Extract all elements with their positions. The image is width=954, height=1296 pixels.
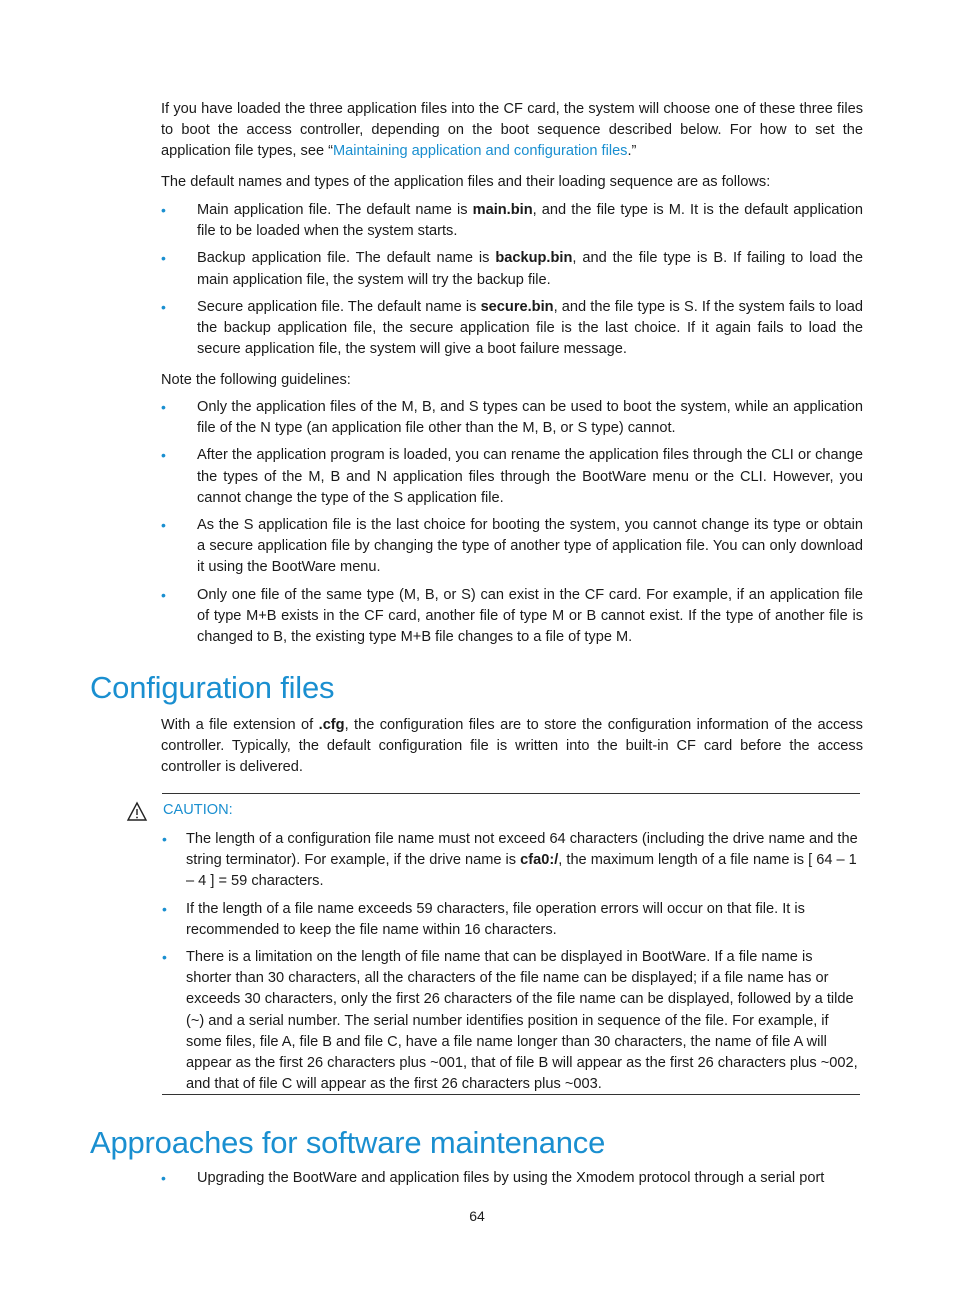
bullet-icon: • [161,399,166,415]
filename-backup: backup.bin [495,250,573,267]
intro-text-a: If you have loaded the three application files into the CF card, the system will choose one of these three files to boot the access controller, depending on the boot sequence described below. For how to set the application file types, see “ [161,101,863,160]
list-item: • Backup application file. The default name is backup.bin, and the file type is B. If failing to load the main application file, the system will try the backup file. [161,250,863,288]
bullet-icon: • [161,447,166,464]
app-files-list [161,200,863,360]
caution-list [162,829,860,1095]
config-paragraph: With a file extension of .cfg, the configuration files are to store the configuration information of the access controller. Typically, the default configuration file is written into the built-in CF card before the access controller is delivered. [161,717,863,776]
page-number: 64 [469,1208,485,1224]
warning-triangle-icon [126,801,148,823]
bullet-icon: • [162,831,167,847]
caution-label: CAUTION: [163,802,233,818]
caution-top-rule [162,793,860,794]
list-item: • Main application file. The default name is main.bin, and the file type is M. It is the default application file to be loaded when the system starts. [161,202,864,240]
list-item: • If the length of a file name exceeds 59 characters, file operation errors will occur on that file. It is recommended to keep the file name within 16 characters. [162,900,805,938]
intro-paragraph [161,99,863,163]
bullet-icon: • [161,586,166,603]
approaches-heading: Approaches for software maintenance [90,1125,606,1160]
bullet-icon: • [162,900,167,917]
list-item: • Upgrading the BootWare and application files by using the Xmodem protocol through a serial port [161,1168,863,1189]
list-item: • There is a limitation on the length of file name that can be displayed in BootWare. If a file name is shorter than 30 characters, all the characters of the file name can be displayed; if a file name has or exceeds 30 characters, only the first 26 characters of the file name can be displayed, followed by a tilde (~) and a serial number. The serial number identifies position in sequence of the file. For example, if some files, file A, file B and file C, have a file name longer than 30 characters, the name of file A will appear as the first 26 characters plus ~001, that of file B will appear as the first 26 characters plus ~002, and that of file C will appear as the first 26 characters plus ~003. [162,949,858,1093]
bullet-icon: • [161,298,166,315]
bullet-icon: • [161,250,166,267]
guidelines-list [161,397,863,648]
filename-main: main.bin [472,202,533,218]
cfg-extension: .cfg [318,717,345,733]
filename-secure: secure.bin [480,298,554,315]
guidelines-intro: Note the following guidelines: [161,372,351,388]
bullet-icon: • [161,1170,166,1186]
list-item: • Secure application file. The default name is secure.bin, and the file type is S. If the system fails to load the backup application file, the secure application file is the last choice. If it again fails to load the secure application file, the system will give a boot failure message. [161,298,863,358]
maintaining-files-link[interactable]: Maintaining application and configuration files [332,143,628,160]
drive-name: cfa0:/ [520,852,559,869]
list-item: • As the S application file is the last choice for booting the system, you cannot change its type or obtain a secure application file by changing the type of another type of application file. You can only download it using the BootWare menu. [161,517,863,576]
list-item: • The length of a configuration file name must not exceed 64 characters (including the drive name and the string terminator). For example, if the drive name is cfa0:/, the maximum length of a file name is [ 64 – 1 – 4 ] = 59 characters. [162,831,858,890]
bullet-icon: • [162,949,167,966]
defaults-paragraph: The default names and types of the application files and their loading sequence are as follows: [161,174,771,190]
list-item: • Only the application files of the M, B, and S types can be used to boot the system, while an application file of the N type (an application file other than the M, B, or S type) cannot. [161,399,863,437]
configuration-files-heading: Configuration files [90,670,335,705]
bullet-icon: • [161,517,166,534]
list-item: • After the application program is loaded, you can rename the application files through the CLI or change the types of the M, B and N application files through the BootWare menu or the CLI. However, you cannot change the type of the S application file. [161,447,863,506]
list-item: • Only one file of the same type (M, B, or S) can exist in the CF card. For example, if an application file of type M+B exists in the CF card, another file of type M or B cannot exist. If the type of another file is changed to B, the existing type M+B file changes to a file of type M. [161,586,863,646]
intro-text-b: .” [627,143,637,160]
bullet-icon: • [161,202,166,218]
caution-bottom-rule [162,1094,860,1095]
approaches-list [161,1168,863,1189]
